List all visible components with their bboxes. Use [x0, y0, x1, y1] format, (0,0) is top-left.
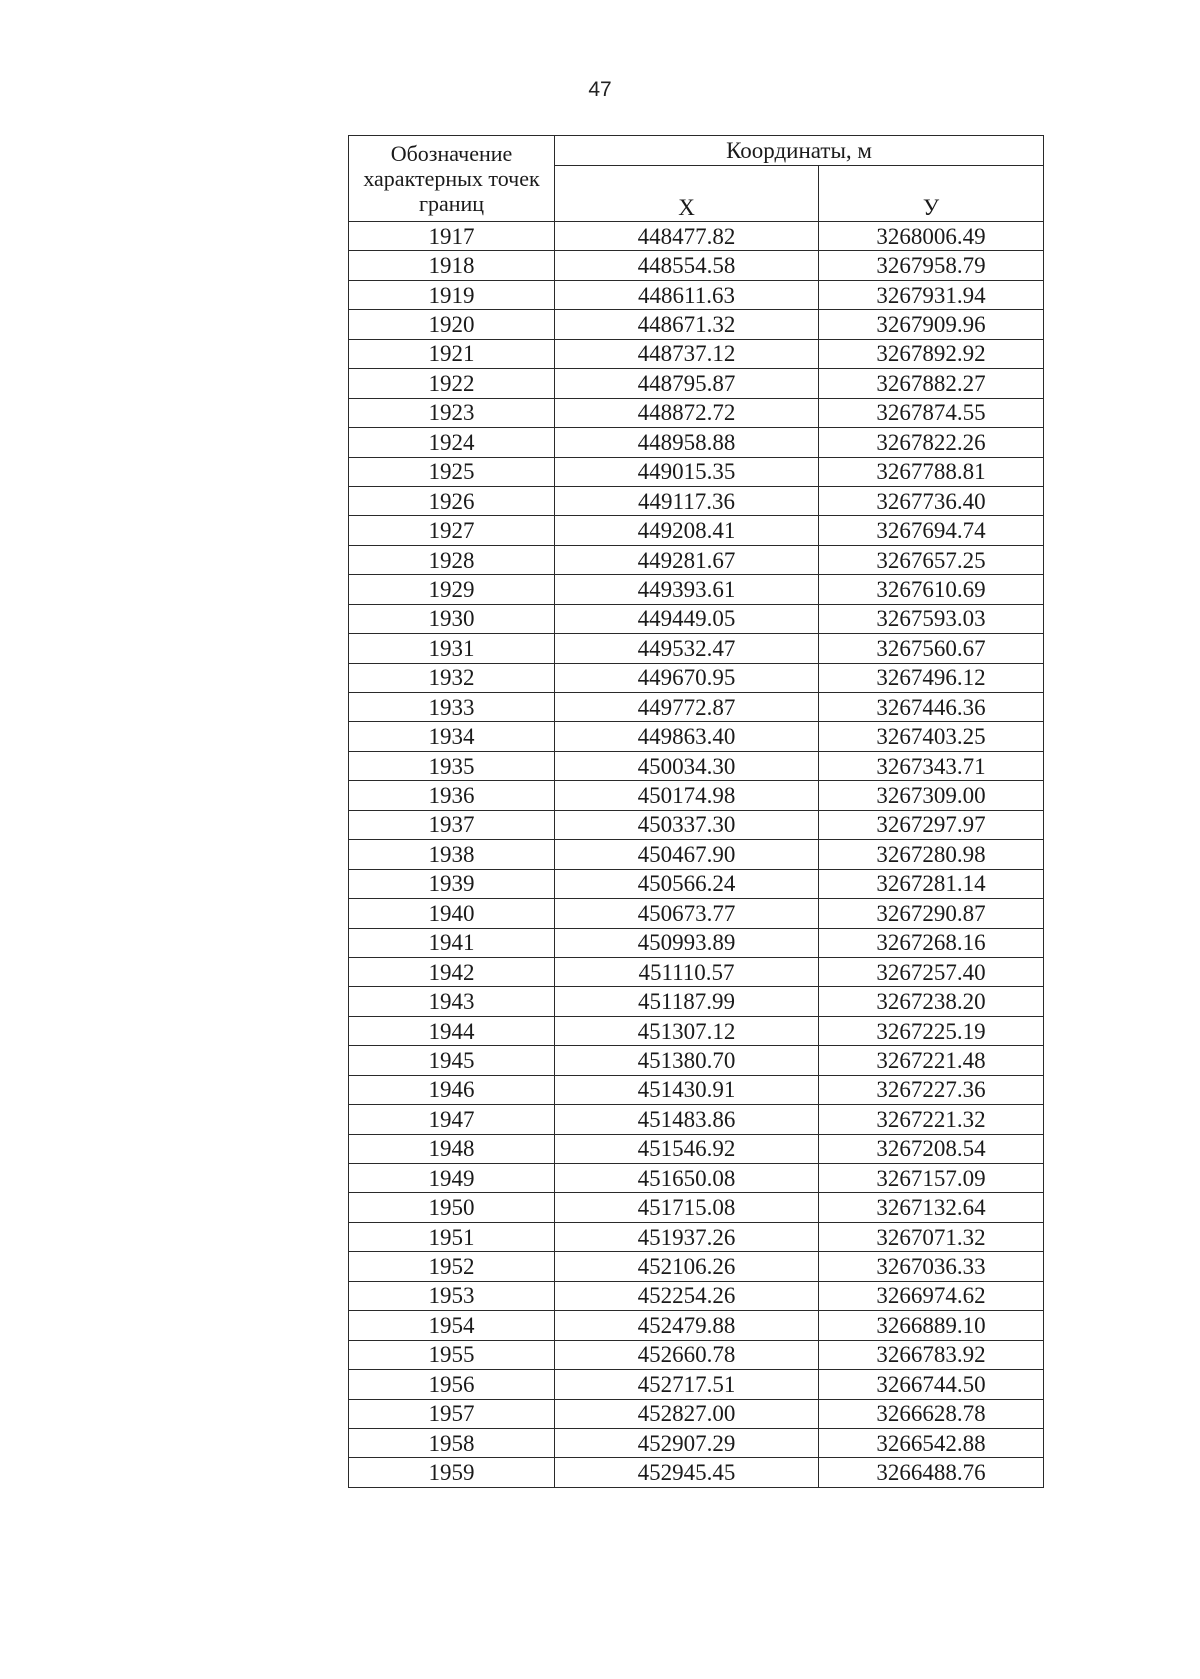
- point-id-cell: 1941: [349, 928, 555, 957]
- point-id-cell: 1925: [349, 457, 555, 486]
- point-id-cell: 1949: [349, 1164, 555, 1193]
- table-row: [349, 987, 1044, 1016]
- y-coordinate-cell: 3267403.25: [819, 722, 1044, 751]
- table-row: [349, 1134, 1044, 1163]
- x-coordinate-cell: 450337.30: [555, 810, 819, 839]
- table-row: [349, 1164, 1044, 1193]
- table-row: [349, 1046, 1044, 1075]
- x-coordinate-cell: 449449.05: [555, 604, 819, 633]
- point-id-cell: 1934: [349, 722, 555, 751]
- y-coordinate-cell: 3267874.55: [819, 398, 1044, 427]
- x-coordinate-cell: 451715.08: [555, 1193, 819, 1222]
- point-id-cell: 1947: [349, 1105, 555, 1134]
- point-id-cell: 1935: [349, 751, 555, 780]
- x-coordinate-cell: 452945.45: [555, 1458, 819, 1487]
- point-id-cell: 1953: [349, 1281, 555, 1310]
- table-row: [349, 486, 1044, 515]
- x-coordinate-cell: 450174.98: [555, 781, 819, 810]
- point-id-cell: 1956: [349, 1370, 555, 1399]
- point-id-cell: 1957: [349, 1399, 555, 1428]
- x-coordinate-cell: 448477.82: [555, 222, 819, 251]
- y-coordinate-cell: 3267909.96: [819, 310, 1044, 339]
- table-row: [349, 369, 1044, 398]
- table-row: [349, 1252, 1044, 1281]
- table-row: [349, 1075, 1044, 1104]
- y-coordinate-cell: 3267132.64: [819, 1193, 1044, 1222]
- y-coordinate-cell: 3267958.79: [819, 251, 1044, 280]
- point-id-cell: 1942: [349, 957, 555, 986]
- point-id-cell: 1928: [349, 545, 555, 574]
- x-coordinate-cell: 451110.57: [555, 957, 819, 986]
- x-coordinate-cell: 450566.24: [555, 869, 819, 898]
- y-coordinate-cell: 3267290.87: [819, 899, 1044, 928]
- point-id-cell: 1945: [349, 1046, 555, 1075]
- y-coordinate-cell: 3267268.16: [819, 928, 1044, 957]
- x-coordinate-cell: 449772.87: [555, 693, 819, 722]
- y-coordinate-cell: 3267343.71: [819, 751, 1044, 780]
- y-coordinate-cell: 3267297.97: [819, 810, 1044, 839]
- table-row: [349, 781, 1044, 810]
- y-coordinate-cell: 3267788.81: [819, 457, 1044, 486]
- table-row: [349, 869, 1044, 898]
- x-coordinate-cell: 451430.91: [555, 1075, 819, 1104]
- y-coordinate-cell: 3267496.12: [819, 663, 1044, 692]
- table-row: [349, 899, 1044, 928]
- y-coordinate-cell: 3267610.69: [819, 575, 1044, 604]
- y-coordinate-cell: 3267225.19: [819, 1016, 1044, 1045]
- point-id-cell: 1952: [349, 1252, 555, 1281]
- x-coordinate-cell: 449117.36: [555, 486, 819, 515]
- y-coordinate-cell: 3267593.03: [819, 604, 1044, 633]
- table-row: [349, 222, 1044, 251]
- x-coordinate-cell: 451380.70: [555, 1046, 819, 1075]
- table-row: [349, 1370, 1044, 1399]
- table-row: [349, 663, 1044, 692]
- y-coordinate-cell: 3267694.74: [819, 516, 1044, 545]
- y-coordinate-cell: 3267309.00: [819, 781, 1044, 810]
- point-id-cell: 1926: [349, 486, 555, 515]
- y-coordinate-cell: 3266628.78: [819, 1399, 1044, 1428]
- point-id-cell: 1938: [349, 840, 555, 869]
- coordinates-table: [348, 135, 1044, 1488]
- x-coordinate-cell: 451483.86: [555, 1105, 819, 1134]
- x-coordinate-cell: 450467.90: [555, 840, 819, 869]
- x-coordinate-cell: 448554.58: [555, 251, 819, 280]
- x-coordinate-cell: 452660.78: [555, 1340, 819, 1369]
- header-coordinates: Координаты, м: [555, 136, 1044, 166]
- x-coordinate-cell: 449393.61: [555, 575, 819, 604]
- y-coordinate-cell: 3267157.09: [819, 1164, 1044, 1193]
- table-row: [349, 1311, 1044, 1340]
- y-coordinate-cell: 3266783.92: [819, 1340, 1044, 1369]
- y-coordinate-cell: 3267221.32: [819, 1105, 1044, 1134]
- y-coordinate-cell: 3266974.62: [819, 1281, 1044, 1310]
- header-y: У: [819, 166, 1044, 222]
- x-coordinate-cell: 452907.29: [555, 1428, 819, 1457]
- table-row: [349, 516, 1044, 545]
- table-row: [349, 1428, 1044, 1457]
- point-id-cell: 1931: [349, 634, 555, 663]
- point-id-cell: 1959: [349, 1458, 555, 1487]
- y-coordinate-cell: 3267221.48: [819, 1046, 1044, 1075]
- table-row: [349, 280, 1044, 309]
- point-id-cell: 1948: [349, 1134, 555, 1163]
- table-row: [349, 634, 1044, 663]
- point-id-cell: 1937: [349, 810, 555, 839]
- x-coordinate-cell: 449281.67: [555, 545, 819, 574]
- header-x: X: [555, 166, 819, 222]
- point-id-cell: 1933: [349, 693, 555, 722]
- table-row: [349, 604, 1044, 633]
- x-coordinate-cell: 449863.40: [555, 722, 819, 751]
- table-row: [349, 545, 1044, 574]
- table-row: [349, 810, 1044, 839]
- header-designation: Обозначение характерных точек границ: [349, 136, 555, 222]
- x-coordinate-cell: 451546.92: [555, 1134, 819, 1163]
- table-row: [349, 457, 1044, 486]
- x-coordinate-cell: 448671.32: [555, 310, 819, 339]
- x-coordinate-cell: 449532.47: [555, 634, 819, 663]
- point-id-cell: 1939: [349, 869, 555, 898]
- x-coordinate-cell: 452254.26: [555, 1281, 819, 1310]
- point-id-cell: 1951: [349, 1222, 555, 1251]
- table-row: [349, 840, 1044, 869]
- table-row: [349, 1281, 1044, 1310]
- point-id-cell: 1930: [349, 604, 555, 633]
- x-coordinate-cell: 452717.51: [555, 1370, 819, 1399]
- y-coordinate-cell: 3267560.67: [819, 634, 1044, 663]
- y-coordinate-cell: 3267071.32: [819, 1222, 1044, 1251]
- x-coordinate-cell: 449670.95: [555, 663, 819, 692]
- y-coordinate-cell: 3267882.27: [819, 369, 1044, 398]
- table-row: [349, 751, 1044, 780]
- point-id-cell: 1954: [349, 1311, 555, 1340]
- point-id-cell: 1946: [349, 1075, 555, 1104]
- table-row: [349, 428, 1044, 457]
- point-id-cell: 1919: [349, 280, 555, 309]
- y-coordinate-cell: 3267446.36: [819, 693, 1044, 722]
- table-row: [349, 1193, 1044, 1222]
- y-coordinate-cell: 3267238.20: [819, 987, 1044, 1016]
- x-coordinate-cell: 452479.88: [555, 1311, 819, 1340]
- y-coordinate-cell: 3267227.36: [819, 1075, 1044, 1104]
- table-row: [349, 310, 1044, 339]
- table-row: [349, 693, 1044, 722]
- x-coordinate-cell: 452827.00: [555, 1399, 819, 1428]
- x-coordinate-cell: 451187.99: [555, 987, 819, 1016]
- x-coordinate-cell: 448737.12: [555, 339, 819, 368]
- point-id-cell: 1958: [349, 1428, 555, 1457]
- y-coordinate-cell: 3268006.49: [819, 222, 1044, 251]
- point-id-cell: 1950: [349, 1193, 555, 1222]
- y-coordinate-cell: 3267892.92: [819, 339, 1044, 368]
- table-row: [349, 575, 1044, 604]
- x-coordinate-cell: 451937.26: [555, 1222, 819, 1251]
- x-coordinate-cell: 450034.30: [555, 751, 819, 780]
- x-coordinate-cell: 451650.08: [555, 1164, 819, 1193]
- y-coordinate-cell: 3266889.10: [819, 1311, 1044, 1340]
- point-id-cell: 1924: [349, 428, 555, 457]
- y-coordinate-cell: 3267822.26: [819, 428, 1044, 457]
- x-coordinate-cell: 448795.87: [555, 369, 819, 398]
- x-coordinate-cell: 452106.26: [555, 1252, 819, 1281]
- table-row: [349, 1222, 1044, 1251]
- point-id-cell: 1920: [349, 310, 555, 339]
- point-id-cell: 1927: [349, 516, 555, 545]
- y-coordinate-cell: 3266488.76: [819, 1458, 1044, 1487]
- table-row: [349, 1399, 1044, 1428]
- y-coordinate-cell: 3267657.25: [819, 545, 1044, 574]
- point-id-cell: 1936: [349, 781, 555, 810]
- point-id-cell: 1923: [349, 398, 555, 427]
- x-coordinate-cell: 448958.88: [555, 428, 819, 457]
- table-row: [349, 722, 1044, 751]
- page-number: 47: [588, 78, 612, 101]
- x-coordinate-cell: 448611.63: [555, 280, 819, 309]
- point-id-cell: 1922: [349, 369, 555, 398]
- point-id-cell: 1943: [349, 987, 555, 1016]
- table-row: [349, 251, 1044, 280]
- y-coordinate-cell: 3267736.40: [819, 486, 1044, 515]
- x-coordinate-cell: 450673.77: [555, 899, 819, 928]
- table-row: [349, 339, 1044, 368]
- x-coordinate-cell: 451307.12: [555, 1016, 819, 1045]
- point-id-cell: 1955: [349, 1340, 555, 1369]
- table-row: [349, 398, 1044, 427]
- point-id-cell: 1929: [349, 575, 555, 604]
- x-coordinate-cell: 449208.41: [555, 516, 819, 545]
- point-id-cell: 1917: [349, 222, 555, 251]
- y-coordinate-cell: 3267281.14: [819, 869, 1044, 898]
- y-coordinate-cell: 3266542.88: [819, 1428, 1044, 1457]
- point-id-cell: 1940: [349, 899, 555, 928]
- table-row: [349, 1105, 1044, 1134]
- table-row: [349, 928, 1044, 957]
- y-coordinate-cell: 3267036.33: [819, 1252, 1044, 1281]
- y-coordinate-cell: 3267280.98: [819, 840, 1044, 869]
- x-coordinate-cell: 450993.89: [555, 928, 819, 957]
- point-id-cell: 1918: [349, 251, 555, 280]
- table-header: [349, 136, 1044, 222]
- point-id-cell: 1921: [349, 339, 555, 368]
- point-id-cell: 1944: [349, 1016, 555, 1045]
- table-body: [349, 222, 1044, 1488]
- x-coordinate-cell: 448872.72: [555, 398, 819, 427]
- x-coordinate-cell: 449015.35: [555, 457, 819, 486]
- table-row: [349, 957, 1044, 986]
- y-coordinate-cell: 3267931.94: [819, 280, 1044, 309]
- table-row: [349, 1458, 1044, 1487]
- y-coordinate-cell: 3267208.54: [819, 1134, 1044, 1163]
- y-coordinate-cell: 3267257.40: [819, 957, 1044, 986]
- table-row: [349, 1016, 1044, 1045]
- point-id-cell: 1932: [349, 663, 555, 692]
- y-coordinate-cell: 3266744.50: [819, 1370, 1044, 1399]
- table-row: [349, 1340, 1044, 1369]
